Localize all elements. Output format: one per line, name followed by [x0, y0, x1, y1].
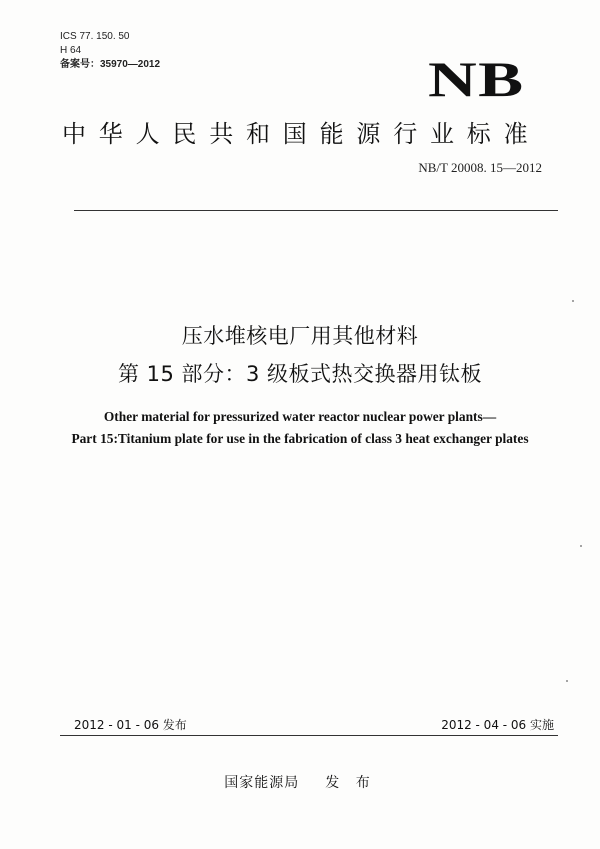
record-number-label: 备案号：	[60, 59, 100, 70]
standard-number: NB/T 20008. 15—2012	[418, 160, 542, 175]
chinese-title-line-2: 第 15 部分：3 级板式热交换器用钛板	[117, 362, 483, 386]
record-number-value: 35970—2012	[100, 59, 161, 70]
issuer-line	[0, 772, 600, 792]
ics-code: ICS 77. 150. 50	[60, 31, 130, 42]
header-divider	[74, 210, 558, 211]
implementation-date: 2012 - 04 - 06 实施	[441, 718, 554, 732]
industry-standard-title: 中华人民共和国能源行业标准	[62, 120, 541, 148]
scan-speck	[580, 545, 582, 547]
nb-logo: NB	[427, 51, 524, 107]
issue-action: 发 布	[325, 775, 376, 791]
issue-date: 2012 - 01 - 06 发布	[74, 718, 187, 732]
english-title-line-2: Part 15:Titanium plate for use in the fabrication of class 3 heat exchanger plates	[71, 431, 529, 446]
ccs-code: H 64	[60, 45, 82, 56]
english-title-line-1: Other material for pressurized water reactor nuclear power plants—	[103, 409, 497, 424]
chinese-title-line-1: 压水堆核电厂用其他材料	[181, 324, 419, 348]
scan-speck	[566, 680, 568, 682]
classification-block	[60, 30, 160, 72]
record-number-line	[60, 58, 160, 72]
scan-speck	[572, 300, 574, 302]
issuer-name: 国家能源局	[224, 775, 300, 791]
date-divider	[60, 735, 558, 736]
